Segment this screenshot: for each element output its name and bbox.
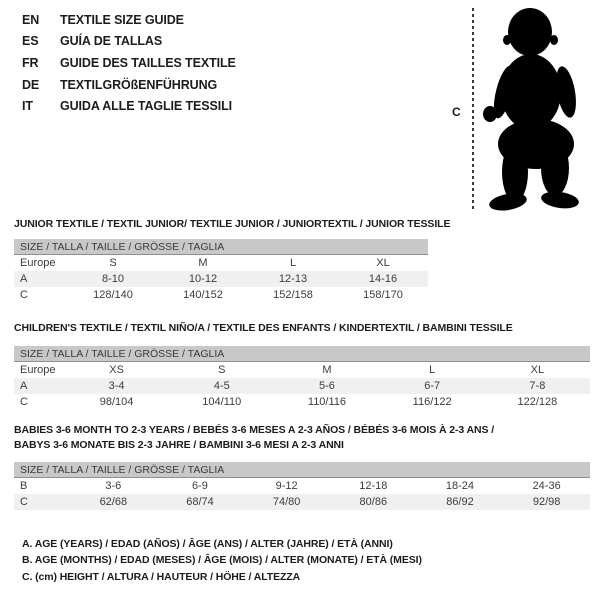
table-cell: 110/116 [307,396,347,408]
children-size-table [14,346,590,410]
language-title: TEXTILGRÖßENFÜHRUNG [60,77,218,92]
table-row [14,378,590,394]
table-cell: 7-8 [529,380,546,392]
table-cell: 116/122 [412,396,452,408]
table-cell: 10-12 [188,273,218,285]
table-cell: 74/80 [272,496,301,508]
row-label: Europe [20,257,56,269]
table-cell: XL [530,364,545,376]
table-cell: 80/86 [359,496,388,508]
language-code: FR [22,55,39,70]
table-cell: S [109,257,117,269]
language-title: GUÍA DE TALLAS [60,34,163,49]
table-row [14,494,590,510]
babies-section-title-line2: BABYS 3-6 MONATE BIS 2-3 JAHRE / BAMBINI 3-6 MESI A 2-3 ANNI [14,439,344,451]
table-cell: 104/110 [202,396,242,408]
language-title: TEXTILE SIZE GUIDE [60,12,184,27]
toddler-silhouette-icon [478,4,590,212]
table-cell: 5-6 [319,380,335,392]
height-measure-label: C [452,105,461,119]
table-cell: L [289,257,297,269]
babies-section-title-line1: BABIES 3-6 MONTH TO 2-3 YEARS / BEBÉS 3-6 MESES A 2-3 AÑOS / BÉBÉS 3-6 MOIS À 2-3 ANS / [14,424,495,436]
table-cell: 18-24 [445,480,475,492]
table-row [14,255,428,271]
row-label: C [20,396,28,408]
row-label: C [20,289,28,301]
table-cell: M [322,364,332,376]
table-cell: XS [109,364,124,376]
row-label: A [20,273,28,285]
language-row [22,95,236,117]
table-cell: 152/158 [273,289,313,301]
table-cell: 158/170 [363,289,403,301]
table-cell: 68/74 [186,496,214,508]
language-title: GUIDE DES TAILLES TEXTILE [60,55,236,70]
size-table-header: SIZE / TALLA / TAILLE / GRÖSSE / TAGLIA [14,462,590,478]
table-cell: 140/152 [183,289,223,301]
language-row [22,74,236,96]
table-cell: 86/92 [446,496,474,508]
table-row [14,478,590,494]
table-row [14,271,428,287]
table-cell: 4-5 [213,380,230,392]
language-title-block [22,9,236,117]
table-cell: 12-13 [278,273,308,285]
junior-size-table [14,239,428,303]
table-cell: 98/104 [99,396,134,408]
size-table-header: SIZE / TALLA / TAILLE / GRÖSSE / TAGLIA [14,346,590,362]
table-row [14,362,590,378]
row-label: B [20,480,28,492]
table-cell: 3-4 [108,380,125,392]
table-cell: 62/68 [99,496,128,508]
table-cell: M [198,257,208,269]
table-cell: 128/140 [93,289,133,301]
footnote-b: B. AGE (MONTHS) / EDAD (MESES) / ÂGE (MOIS) / ALTER (MONATE) / ETÀ (MESI) [22,554,422,567]
table-cell: 24-36 [532,480,561,492]
table-cell: 8-10 [101,273,125,285]
language-row [22,31,236,53]
table-cell: XL [376,257,390,269]
junior-section-title: JUNIOR TEXTILE / TEXTIL JUNIOR/ TEXTILE JUNIOR / JUNIORTEXTIL / JUNIOR TESSILE [14,218,451,230]
table-cell: 6-7 [424,380,441,392]
table-cell: 3-6 [105,480,122,492]
footnote-c: C. (cm) HEIGHT / ALTURA / HAUTEUR / HÖHE / ALTEZZA [22,570,301,583]
language-code: IT [22,99,33,114]
language-code: EN [22,12,40,27]
table-cell: S [218,364,226,376]
table-cell: 92/98 [532,496,561,508]
language-title: GUIDA ALLE TAGLIE TESSILI [60,99,233,114]
table-cell: 14-16 [368,273,398,285]
row-label: Europe [20,364,56,376]
table-cell: L [429,364,436,376]
children-section-title: CHILDREN'S TEXTILE / TEXTIL NIÑO/A / TEXTILE DES ENFANTS / KINDERTEXTIL / BAMBINI TESSILE [14,322,513,334]
footnote-a: A. AGE (YEARS) / EDAD (AÑOS) / ÂGE (ANS) / ALTER (JAHRE) / ETÀ (ANNI) [22,538,393,550]
language-code: DE [22,77,40,92]
table-cell: 122/128 [517,396,558,408]
language-code: ES [22,34,39,49]
language-row [22,9,236,31]
table-row [14,394,590,410]
table-cell: 9-12 [275,480,298,492]
language-row [22,52,236,74]
legend-footnotes [22,536,422,585]
babies-size-table [14,462,590,510]
babies-section-title [14,423,590,453]
table-row [14,287,428,303]
table-cell: 6-9 [192,480,208,492]
row-label: C [20,496,28,508]
size-table-header: SIZE / TALLA / TAILLE / GRÖSSE / TAGLIA [14,239,428,255]
table-cell: 12-18 [359,480,388,492]
height-measure-dashed-line [472,8,474,210]
row-label: A [20,380,28,392]
